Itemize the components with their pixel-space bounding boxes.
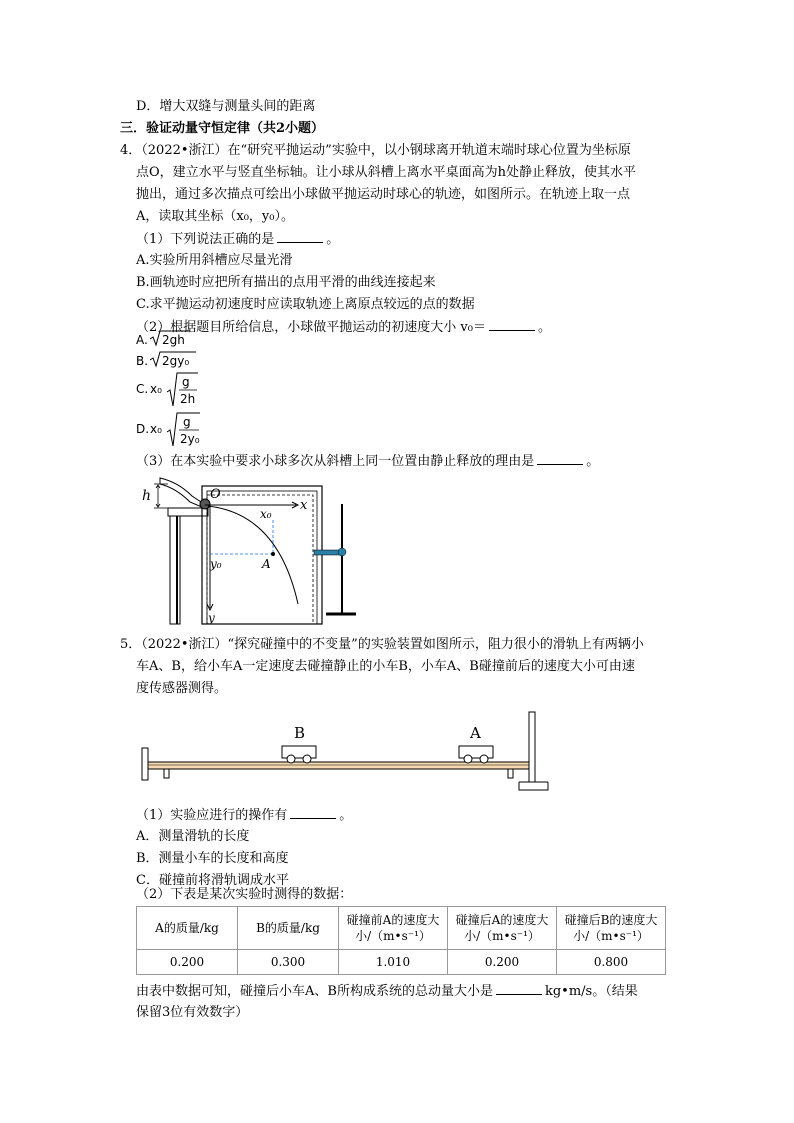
header-mass-a: A的质量/kg <box>137 907 238 950</box>
answer-blank[interactable] <box>277 230 323 243</box>
q5-final-line2: 保留3位有效数字） <box>136 1005 249 1020</box>
answer-blank[interactable] <box>496 982 542 995</box>
svg-text:D.: D. <box>136 422 150 436</box>
q5-option-a: A．测量滑轨的长度 <box>136 829 250 844</box>
svg-text:A: A <box>470 724 481 742</box>
q4-option-c: C.求平抛运动初速度时应读取轨迹上离原点较远的点的数据 <box>136 297 475 312</box>
q5-option-c: C．碰撞前将滑轨调成水平 <box>136 873 289 888</box>
table-row <box>137 950 666 975</box>
svg-text:x₀: x₀ <box>150 422 162 436</box>
q4-part1: （1）下列说法正确的是 。 <box>136 232 340 247</box>
q4-part3-text: （3）在本实验中要求小球多次从斜槽上同一位置由静止释放的理由是 <box>136 454 535 469</box>
prev-option-d: D．增大双缝与测量头间的距离 <box>136 99 316 114</box>
svg-text:h: h <box>142 488 152 504</box>
svg-text:g: g <box>182 375 190 389</box>
q5-stem-line2: 车A、B，给小车A一定速度去碰撞静止的小车B，小车A、B碰撞前后的速度大小可由速 <box>136 659 635 674</box>
header-vb-after: 碰撞后B的速度大 小/（m•s⁻¹） <box>557 907 666 950</box>
q4-option2-c <box>136 370 236 410</box>
answer-blank[interactable] <box>489 318 535 331</box>
svg-text:2y₀: 2y₀ <box>180 432 200 446</box>
q5-final-unit: kg•m/s。（结果 <box>544 984 638 999</box>
q5-final-text: 由表中数据可知，碰撞后小车A、B所构成系统的总动量大小是 <box>136 984 493 999</box>
q5-final-line1 <box>136 982 638 1001</box>
answer-blank[interactable] <box>290 806 336 819</box>
q5-part1-text: （1）实验应进行的操作有 <box>136 808 288 823</box>
svg-text:O: O <box>210 487 221 502</box>
table-header-row <box>137 907 666 950</box>
q5-stem-line3: 度传感器测得。 <box>136 681 228 696</box>
q4-option-b: B.画轨迹时应把所有描出的点用平滑的曲线连接起来 <box>136 275 436 290</box>
header-va-after: 碰撞后A的速度大 小/（m•s⁻¹） <box>448 907 557 950</box>
q4-part3: （3）在本实验中要求小球多次从斜槽上同一位置由静止释放的理由是 。 <box>136 454 600 469</box>
q4-option2-b <box>136 347 236 371</box>
q5-stem-line1: 5．（2022•浙江）“探究碰撞中的不变量”的实验装置如图所示，阻力很小的滑轨上有两辆小 <box>120 637 644 652</box>
data-table <box>136 906 666 975</box>
collision-figure <box>136 708 556 794</box>
svg-text:C.: C. <box>136 382 149 396</box>
section-heading: 三．验证动量守恒定律（共2小题） <box>120 121 325 136</box>
svg-text:2gy₀: 2gy₀ <box>162 354 190 368</box>
q4-stem-line1: 4．（2022•浙江）在“研究平抛运动”实验中，以小钢球离开轨道末端时球心位置为坐标原 <box>120 143 631 158</box>
table-cell: 0.800 <box>557 950 666 975</box>
projectile-figure <box>138 474 368 624</box>
svg-text:x: x <box>300 498 308 513</box>
svg-text:B.: B. <box>136 354 149 368</box>
q5-part2: （2）下表是某次实验时测得的数据： <box>136 887 353 902</box>
svg-text:2gh: 2gh <box>162 333 185 347</box>
q5-option-b: B．测量小车的长度和高度 <box>136 851 289 866</box>
q4-part1-text: （1）下列说法正确的是 <box>136 232 275 247</box>
svg-text:y₀: y₀ <box>210 557 222 571</box>
q4-part2-text: （2）根据题目所给信息，小球做平抛运动的初速度大小 v₀＝ <box>136 320 486 335</box>
q4-option2-d <box>136 410 236 450</box>
header-va-before: 碰撞前A的速度大 小/（m•s⁻¹） <box>339 907 448 950</box>
table-cell: 0.200 <box>448 950 557 975</box>
svg-text:g: g <box>183 415 191 429</box>
table-cell: 1.010 <box>339 950 448 975</box>
svg-text:B: B <box>294 724 306 742</box>
table-cell: 0.200 <box>137 950 238 975</box>
svg-text:A: A <box>262 557 271 571</box>
table-cell: 0.300 <box>238 950 339 975</box>
q4-option-a: A.实验所用斜槽应尽量光滑 <box>136 253 293 268</box>
svg-text:x₀: x₀ <box>150 382 162 396</box>
q4-stem-line3: 抛出，通过多次描点可绘出小球做平抛运动时球心的轨迹，如图所示。在轨迹上取一点 <box>136 187 631 202</box>
answer-blank[interactable] <box>537 452 583 465</box>
q5-part1: （1）实验应进行的操作有 。 <box>136 808 353 823</box>
q4-stem-line2: 点O，建立水平与竖直坐标轴。让小球从斜槽上离水平桌面高为h处静止释放，使其水平 <box>136 165 637 180</box>
svg-text:x₀: x₀ <box>260 507 272 521</box>
svg-text:y: y <box>208 611 215 625</box>
header-mass-b: B的质量/kg <box>238 907 339 950</box>
q4-part2: （2）根据题目所给信息，小球做平抛运动的初速度大小 v₀＝ 。 <box>136 320 551 335</box>
svg-text:2h: 2h <box>180 392 196 406</box>
svg-text:A.: A. <box>136 333 148 347</box>
q4-stem-line4: A，读取其坐标（x₀，y₀）。 <box>136 209 294 224</box>
